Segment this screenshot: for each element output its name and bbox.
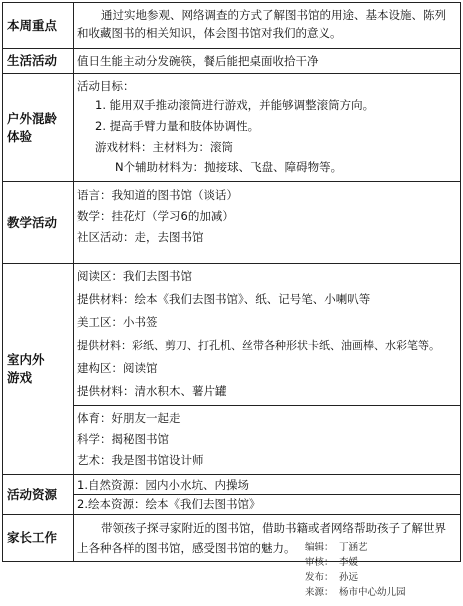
focus-line-1: 通过实地参观、网络调查的方式了解图书馆的用途、基本设施、陈列 xyxy=(101,8,446,22)
teaching-label: 教学活动 xyxy=(3,182,74,264)
outdoor-goal-2: 2. 提高手臂力量和肢体协调性。 xyxy=(95,119,260,133)
life-content xyxy=(74,49,461,74)
outdoor-row xyxy=(3,74,461,182)
indoor-areas xyxy=(74,265,460,403)
outdoor-label xyxy=(3,74,74,182)
weekly-plan-table xyxy=(2,2,461,562)
focus-line-2: 和收藏图书的相关知识，体会图书馆对我们的意义。 xyxy=(77,26,342,40)
outdoor-material-aux: N个辅助材料为：抛接球、飞盘、障碍物等。 xyxy=(115,160,343,174)
source-value: 杨市中心幼儿园 xyxy=(339,587,406,598)
indoor-science: 科学：揭秘图书馆 xyxy=(77,432,169,446)
focus-content xyxy=(74,3,461,49)
indoor-content xyxy=(74,264,461,475)
outdoor-content xyxy=(74,74,461,182)
publication-info xyxy=(305,540,406,600)
resources-natural: 1.自然资源：园内小水坑、内操场 xyxy=(77,478,249,492)
outdoor-goal-1: 1. 能用双手推动滚筒进行游戏，并能够调整滚筒方向。 xyxy=(95,98,375,112)
focus-label: 本周重点 xyxy=(3,3,74,49)
teaching-row xyxy=(3,182,461,264)
indoor-label-line-1: 室内外 xyxy=(7,352,45,367)
parents-line-2: 上各种各样的图书馆，感受图书馆的魅力。 xyxy=(77,541,296,555)
outdoor-label-line-1: 户外混龄 xyxy=(7,110,58,126)
parents-line-1: 带领孩子探寻家附近的图书馆，借助书籍或者网络帮助孩子了解世界 xyxy=(101,521,446,535)
publish-key: 发布： xyxy=(305,572,334,583)
resources-book-cell xyxy=(74,494,460,513)
indoor-build: 建构区：阅读馆 xyxy=(77,361,158,375)
editor-row xyxy=(305,540,406,555)
indoor-art: 美工区：小书签 xyxy=(77,315,158,329)
resources-row xyxy=(3,475,461,515)
indoor-label-line-2: 游戏 xyxy=(7,370,33,385)
indoor-arts: 艺术：我是图书馆设计师 xyxy=(77,453,204,467)
review-key: 审核： xyxy=(305,557,334,568)
outdoor-material-main: 游戏材料：主材料为：滚筒 xyxy=(95,140,233,154)
resources-content xyxy=(74,475,461,515)
indoor-pe: 体育：好朋友一起走 xyxy=(77,411,181,425)
resources-label: 活动资源 xyxy=(3,475,74,515)
outdoor-label-line-2: 体验 xyxy=(7,128,33,144)
life-row xyxy=(3,49,461,74)
teaching-math: 数学：挂花灯（学习6的加减） xyxy=(77,209,234,223)
outdoor-goal-title: 活动目标： xyxy=(77,79,135,93)
editor-key: 编辑： xyxy=(305,542,334,553)
source-key: 来源： xyxy=(305,587,334,598)
indoor-reading: 阅读区：我们去图书馆 xyxy=(77,269,192,283)
publish-value: 孙远 xyxy=(339,572,359,583)
teaching-language: 语言：我知道的图书馆（谈话） xyxy=(77,188,238,202)
parents-label: 家长工作 xyxy=(3,515,74,562)
review-row xyxy=(305,555,406,570)
resources-book: 2.绘本资源：绘本《我们去图书馆》 xyxy=(77,497,261,511)
indoor-art-materials: 提供材料：彩纸、剪刀、打孔机、丝带各种形状卡纸、油画棒、水彩笔等。 xyxy=(77,339,440,352)
life-label: 生活活动 xyxy=(3,49,74,74)
focus-row xyxy=(3,3,461,49)
indoor-row xyxy=(3,264,461,475)
editor-value: 丁涵艺 xyxy=(339,542,368,553)
life-text: 值日生能主动分发碗筷，餐后能把桌面收拾干净 xyxy=(77,54,319,68)
teaching-content xyxy=(74,182,461,264)
review-value: 李媛 xyxy=(339,557,359,568)
indoor-label xyxy=(3,264,74,475)
indoor-outdoor-games xyxy=(74,405,460,471)
source-row xyxy=(305,585,406,600)
weekly-plan-sheet xyxy=(2,2,461,562)
teaching-community: 社区活动：走，去图书馆 xyxy=(77,230,204,244)
indoor-reading-materials: 提供材料：绘本《我们去图书馆》、纸、记号笔、小喇叭等 xyxy=(77,292,371,306)
publish-row xyxy=(305,570,406,585)
indoor-build-materials: 提供材料：清水积木、薯片罐 xyxy=(77,384,227,398)
